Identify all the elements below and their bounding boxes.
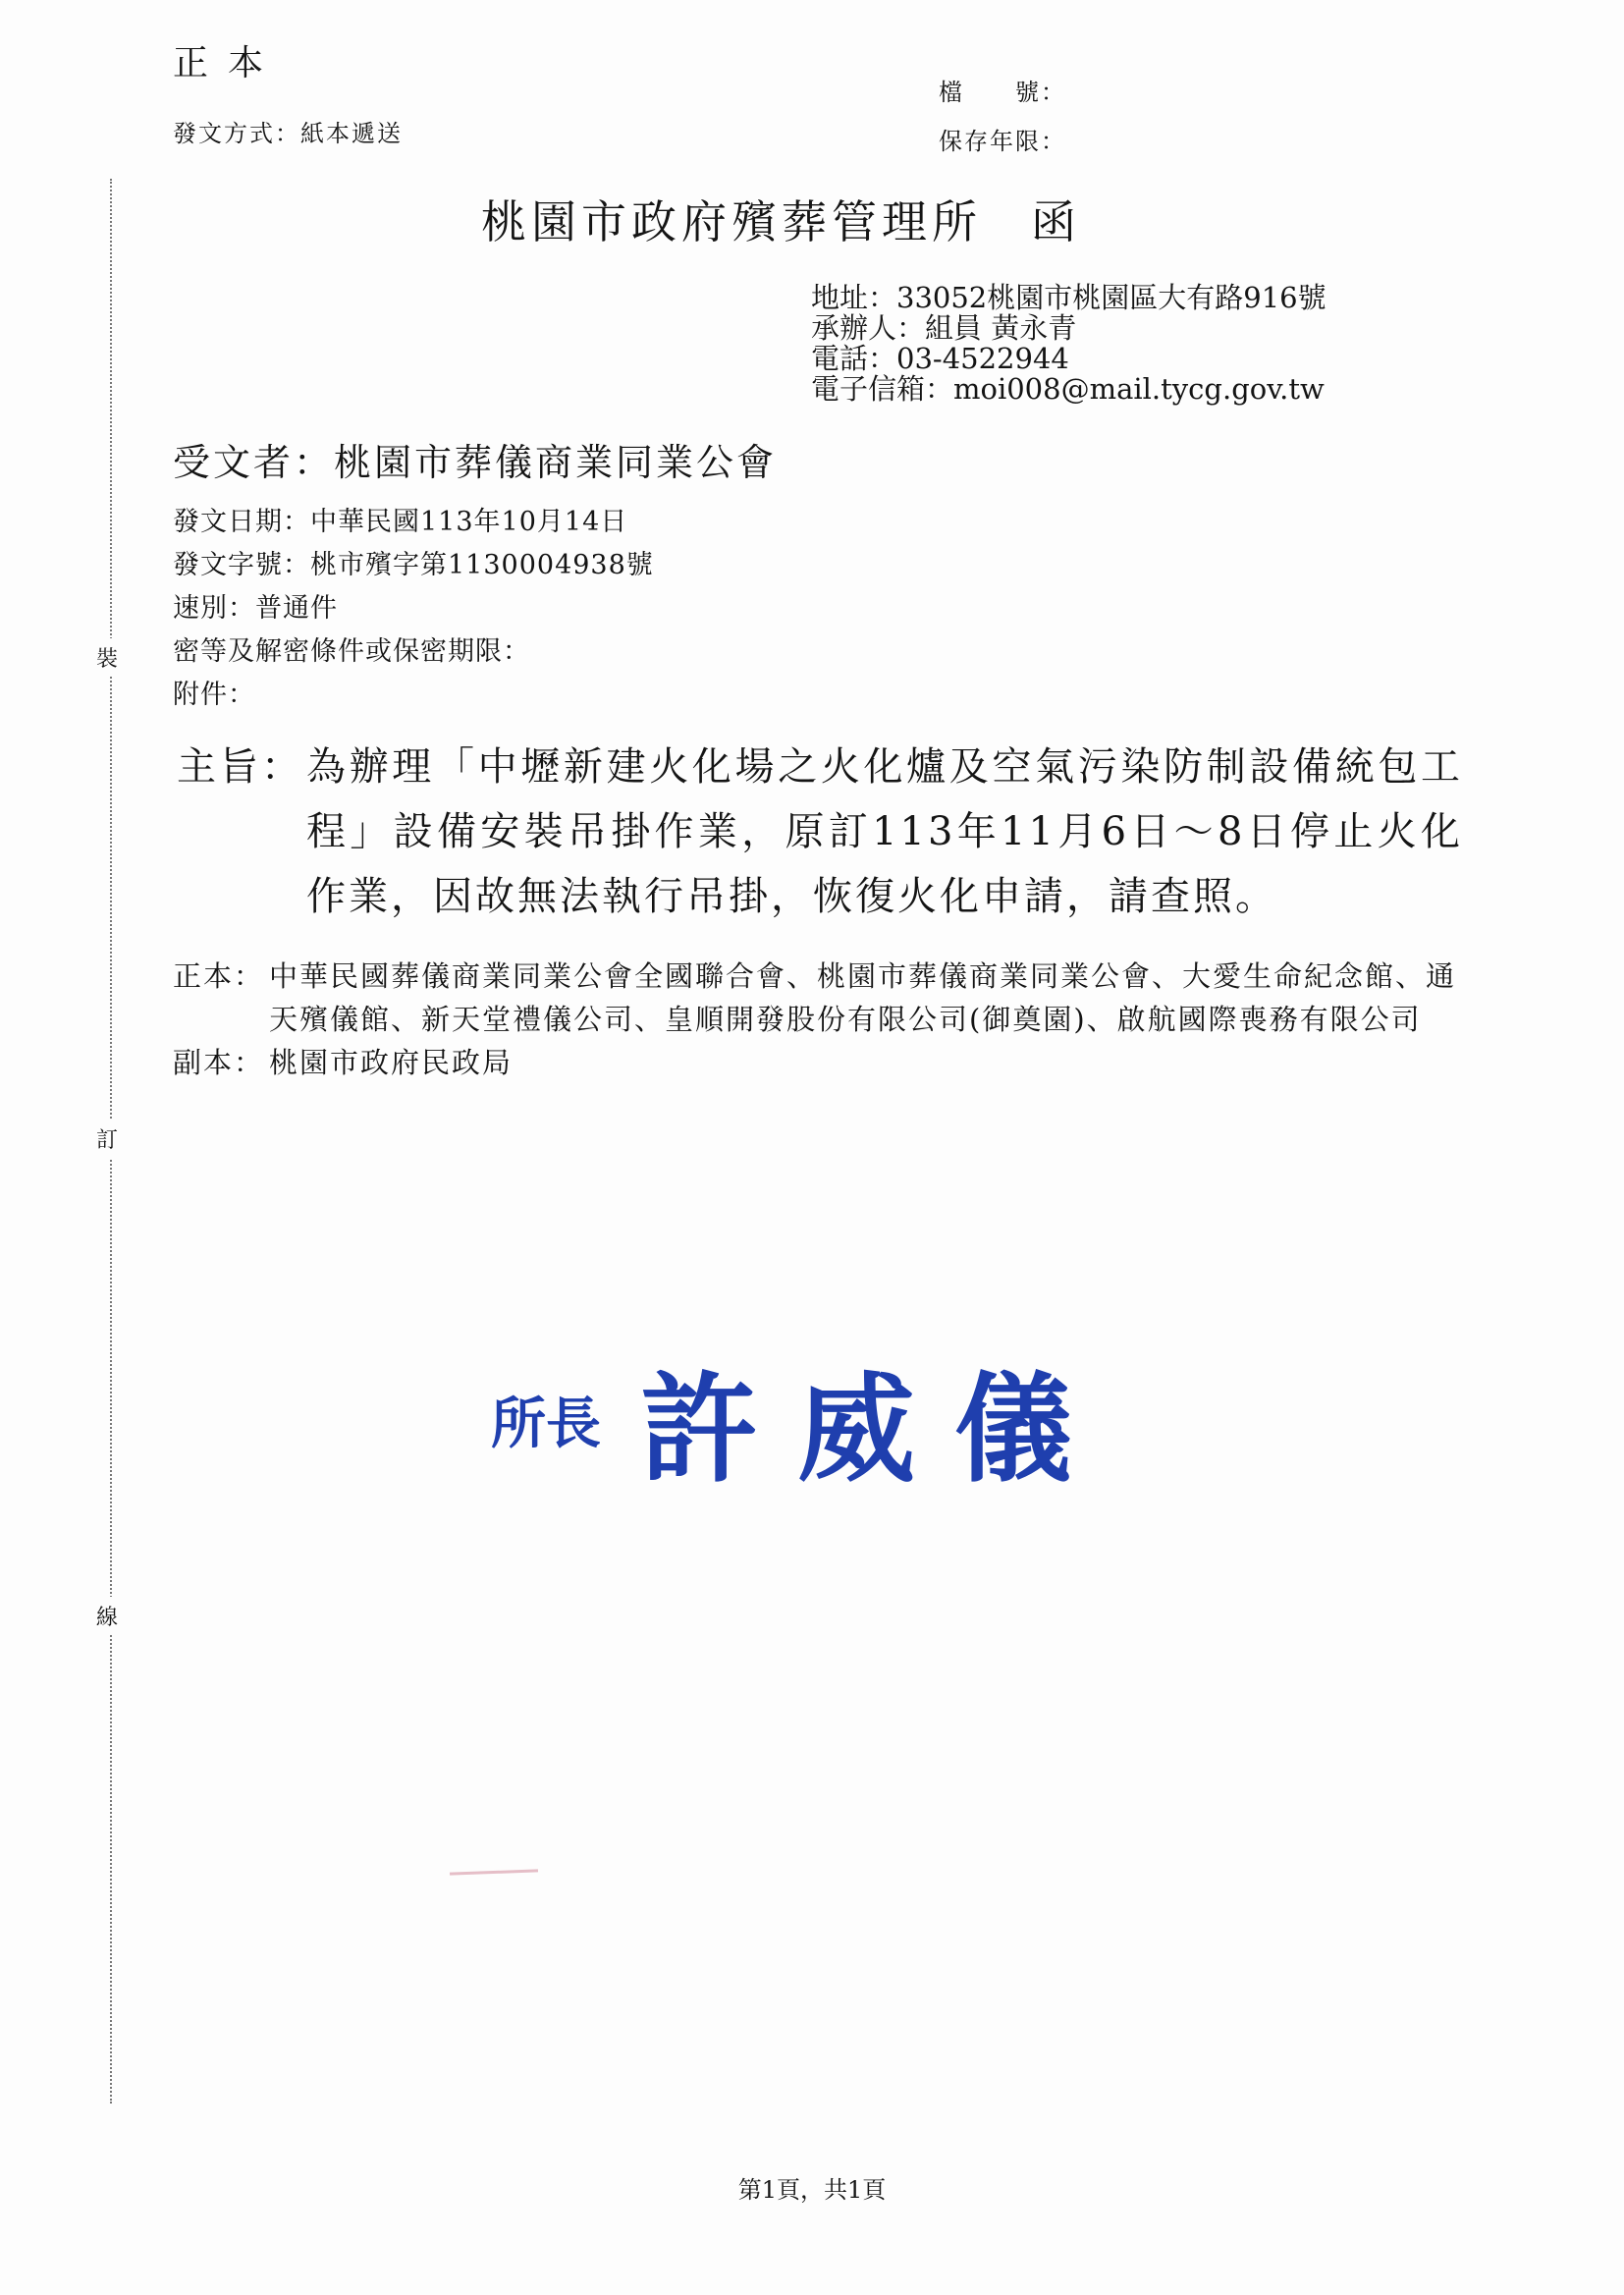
copy-recipients — [173, 1041, 1459, 1084]
document-meta — [173, 501, 654, 717]
original-recipients — [173, 955, 1459, 1041]
contact-block — [811, 283, 1326, 405]
handler: 承辦人：組員 黃永青 — [811, 311, 1077, 345]
agency-name: 桃園市政府殯葬管理所 — [481, 195, 982, 248]
phone: 電話：03-4522944 — [811, 342, 1069, 375]
binding-char-line: 線 — [96, 1597, 118, 1635]
secrecy-level: 密等及解密條件或保密期限： — [173, 636, 530, 667]
original-label: 正本： — [173, 959, 265, 993]
binding-char-staple: 訂 — [96, 1120, 118, 1158]
recipient: 受文者：桃園市葬儀商業同業公會 — [173, 441, 778, 484]
subject-label: 主旨： — [177, 744, 303, 790]
copy-label: 副本： — [173, 1046, 265, 1079]
send-method: 發文方式：紙本遞送 — [173, 120, 403, 147]
distribution-list — [173, 955, 1459, 1084]
archive-number-label: 檔 號： — [939, 79, 1066, 106]
copy-recipients-text: 桃園市政府民政局 — [269, 1046, 514, 1079]
address: 地址：33052桃園市桃園區大有路916號 — [811, 281, 1326, 314]
stray-ink-mark — [450, 1869, 538, 1875]
original-recipients-text: 中華民國葬儀商業同業公會全國聯合會、桃園市葬儀商業同業公會、大愛生命紀念館、通天殯儀館、新天堂禮儀公司、皇順開發股份有限公司(御奠園)、啟航國際喪務有限公司 — [269, 959, 1457, 1036]
page-number: 第1頁，共1頁 — [737, 2176, 887, 2204]
signature-name: 許威儀 — [640, 1362, 1111, 1499]
document-number: 發文字號：桃市殯字第1130004938號 — [173, 550, 654, 580]
copy-type-label: 正本 — [173, 43, 284, 83]
binding-char-bind: 裝 — [96, 638, 118, 677]
document-title — [481, 187, 1081, 251]
email: 電子信箱：moi008@mail.tycg.gov.tw — [811, 372, 1325, 406]
issue-date: 發文日期：中華民國113年10月14日 — [173, 507, 628, 537]
delivery-speed: 速別：普通件 — [173, 593, 338, 624]
attachment: 附件： — [173, 680, 255, 710]
signature-stamp — [491, 1336, 1111, 1504]
retention-period-label: 保存年限： — [939, 128, 1066, 155]
subject-section — [177, 735, 1463, 929]
signature-title: 所長 — [491, 1393, 601, 1456]
document-type: 函 — [1031, 195, 1081, 248]
subject-text: 為辦理「中壢新建火化場之火化爐及空氣污染防制設備統包工程」設備安裝吊掛作業，原訂113年11月6日～8日停止火化作業，因故無法執行吊掛，恢復火化申請，請查照。 — [306, 744, 1463, 919]
